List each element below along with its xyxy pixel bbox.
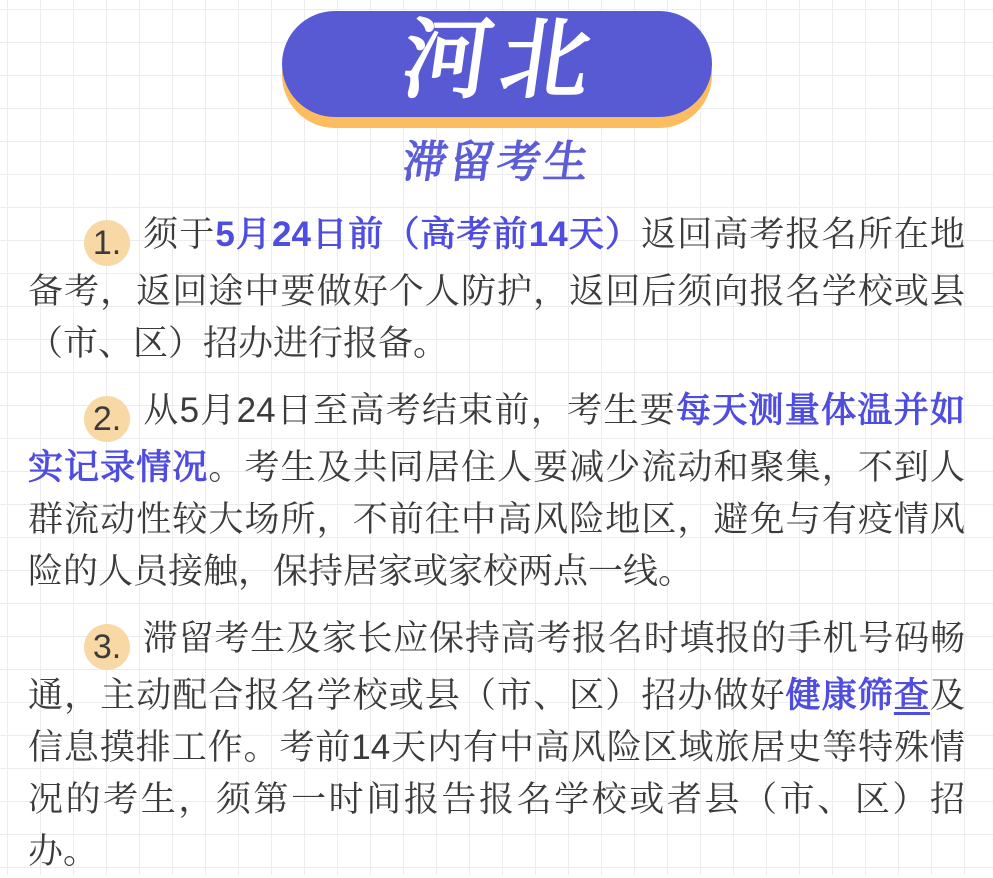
paragraph — [28, 209, 965, 370]
paragraph-number-circle: 1. — [84, 220, 130, 266]
text-segment: 须于 — [142, 215, 216, 254]
paragraph — [28, 613, 965, 878]
subtitle-row — [0, 138, 993, 187]
highlight-segment: 健康筛 — [785, 676, 894, 715]
highlight-segment: 5月24日前（高考前14天） — [215, 215, 642, 254]
text-segment: 滞留考生及家长应保持高考报名时填报的手机号码畅通，主动配合报名学校或县（市、区）招办做好 — [28, 619, 965, 715]
highlight-segment: 查 — [893, 676, 930, 715]
notice-paragraphs — [0, 185, 993, 878]
paragraph-number-circle: 2. — [84, 396, 130, 442]
highlight-segment: 每天测量体温并如实记录情况 — [28, 391, 965, 487]
text-segment: 。考生及共同居住人要减少流动和聚集，不到人群流动性较大场所，不前往中高风险地区，避免与有疫情风险的人员接触，保持居家或家校两点一线。 — [28, 448, 965, 591]
text-segment: 及信息摸排工作。考前14天内有中高风险区域旅居史等特殊情况的考生，须第一时间报告报名学校或者县（市、区）招办。 — [28, 676, 965, 871]
text-segment: 从5月24日至高考结束前，考生要 — [142, 391, 676, 430]
province-name: 河北 — [397, 10, 608, 109]
subtitle: 滞留考生 — [399, 138, 595, 187]
paragraph-number-circle: 3. — [84, 624, 130, 670]
badge-row — [0, 0, 993, 117]
province-badge — [282, 11, 712, 117]
paragraph — [28, 385, 965, 598]
text-segment: 返回高考报名所在地备考，返回途中要做好个人防护，返回后须向报名学校或县（市、区）招办进行报备。 — [28, 215, 965, 363]
